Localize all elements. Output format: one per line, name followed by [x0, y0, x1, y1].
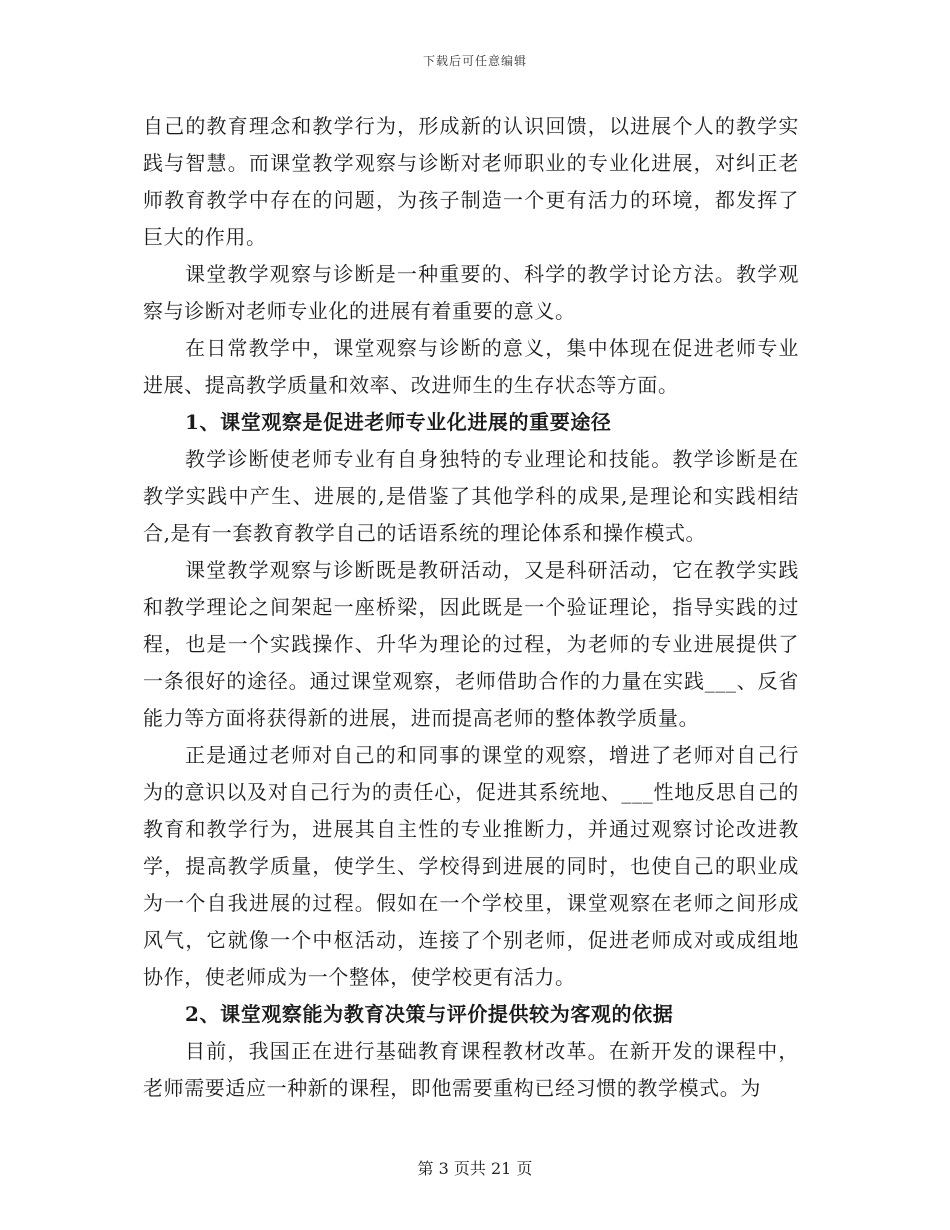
page-footer: 第 3 页共 21 页: [417, 1159, 533, 1178]
section-heading-2: 2、课堂观察能为教育决策与评价提供较为客观的依据: [185, 1002, 674, 1026]
paragraph: 课堂教学观察与诊断是一种重要的、科学的教学讨论方法。教学观察与诊断对老师专业化的进展有着重要的意义。: [143, 262, 799, 323]
page-header: 下载后可任意编辑: [422, 54, 527, 68]
paragraph: 在日常教学中，课堂观察与诊断的意义，集中体现在促进老师专业进展、提高教学质量和效率、改进师生的生存状态等方面。: [143, 336, 799, 397]
paragraph: 教学诊断使老师专业有自身独特的专业理论和技能。教学诊断是在教学实践中产生、进展的,是借鉴了其他学科的成果,是理论和实践相结合,是有一套教育教学自己的话语系统的理论体系和操作模式。: [143, 447, 799, 545]
paragraph: 自己的教育理念和教学行为，形成新的认识回馈，以进展个人的教学实践与智慧。而课堂教学观察与诊断对老师职业的专业化进展，对纠正老师教育教学中存在的问题，为孩子制造一个更有活力的环境，都发挥了巨大的作用。: [143, 114, 799, 249]
paragraph: 正是通过老师对自己的和同事的课堂的观察，增进了老师对自己行为的意识以及对自己行为的责任心，促进其系统地、___性地反思自己的教育和教学行为，进展其自主性的专业推断力，并通过观察讨论改进教学，提高教学质量，使学生、学校得到进展的同时，也使自己的职业成为一个自我进展的过程。假如在一个学校里，课堂观察在老师之间形成风气，它就像一个中枢活动，连接了个别老师，促进老师成对或成组地协作，使老师成为一个整体，使学校更有活力。: [143, 743, 799, 989]
paragraph: 目前，我国正在进行基础教育课程教材改革。在新开发的课程中，老师需要适应一种新的课程，即他需要重构已经习惯的教学模式。为: [143, 1039, 799, 1100]
paragraph: 课堂教学观察与诊断既是教研活动，又是科研活动，它在教学实践和教学理论之间架起一座桥梁，因此既是一个验证理论，指导实践的过程，也是一个实践操作、升华为理论的过程，为老师的专业进展提供了一条很好的途径。通过课堂观察，老师借助合作的力量在实践___、反省能力等方面将获得新的进展，进而提高老师的整体教学质量。: [143, 558, 799, 730]
section-heading-1: 1、课堂观察是促进老师专业化进展的重要途径: [185, 410, 612, 434]
document-body: [143, 108, 799, 1107]
